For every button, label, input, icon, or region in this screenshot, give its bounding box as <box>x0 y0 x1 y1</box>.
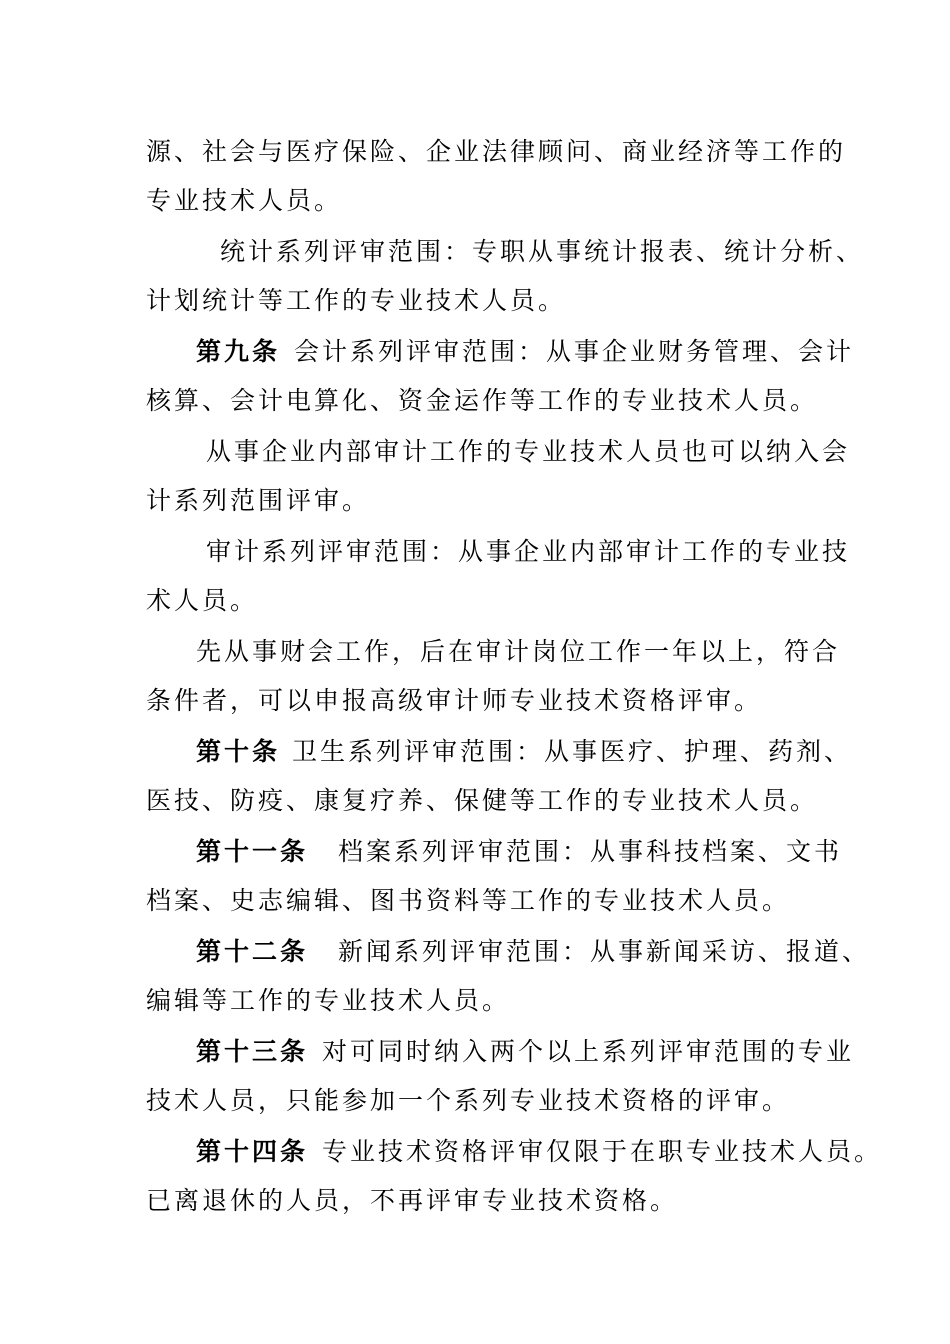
article-number: 第十四条 <box>196 1137 309 1166</box>
article-line: 第十四条 专业技术资格评审仅限于在职专业技术人员。 <box>196 1137 883 1166</box>
text-line: 专业技术人员。 <box>146 186 343 215</box>
text-line: 核算、会计电算化、资金运作等工作的专业技术人员。 <box>146 386 819 415</box>
text-line: 医技、防疫、康复疗养、保健等工作的专业技术人员。 <box>146 786 819 815</box>
text-line: 档案、史志编辑、图书资料等工作的专业技术人员。 <box>146 886 791 915</box>
article-line: 第十一条 档案系列评审范围：从事科技档案、文书 <box>196 837 843 866</box>
text-line: 计系列范围评审。 <box>146 486 371 515</box>
article-number: 第十条 <box>196 737 281 766</box>
text-line: 源、社会与医疗保险、企业法律顾问、商业经济等工作的 <box>146 137 847 166</box>
text-line: 术人员。 <box>146 586 259 615</box>
article-line: 第九条 会计系列评审范围：从事企业财务管理、会计 <box>196 337 855 366</box>
text-line: 条件者，可以申报高级审计师专业技术资格评审。 <box>146 686 763 715</box>
article-number: 第十二条 <box>196 937 309 966</box>
text-line: 技术人员，只能参加一个系列专业技术资格的评审。 <box>146 1086 791 1115</box>
text-line: 统计系列评审范围：专职从事统计报表、统计分析、 <box>220 237 865 266</box>
text-line: 审计系列评审范围：从事企业内部审计工作的专业技 <box>206 537 851 566</box>
text-line: 先从事财会工作，后在审计岗位工作一年以上，符合 <box>196 637 841 666</box>
text-line: 编辑等工作的专业技术人员。 <box>146 986 511 1015</box>
article-number: 第九条 <box>196 337 281 366</box>
text-line: 从事企业内部审计工作的专业技术人员也可以纳入会 <box>206 437 851 466</box>
text-line: 已离退休的人员，不再评审专业技术资格。 <box>146 1186 679 1215</box>
article-line: 第十三条 对可同时纳入两个以上系列评审范围的专业 <box>196 1037 855 1066</box>
article-number: 第十一条 <box>196 837 309 866</box>
article-line: 第十条 卫生系列评审范围：从事医疗、护理、药剂、 <box>196 737 853 766</box>
text-line: 计划统计等工作的专业技术人员。 <box>146 286 567 315</box>
article-number: 第十三条 <box>196 1037 309 1066</box>
article-line: 第十二条 新闻系列评审范围：从事新闻采访、报道、 <box>196 937 871 966</box>
